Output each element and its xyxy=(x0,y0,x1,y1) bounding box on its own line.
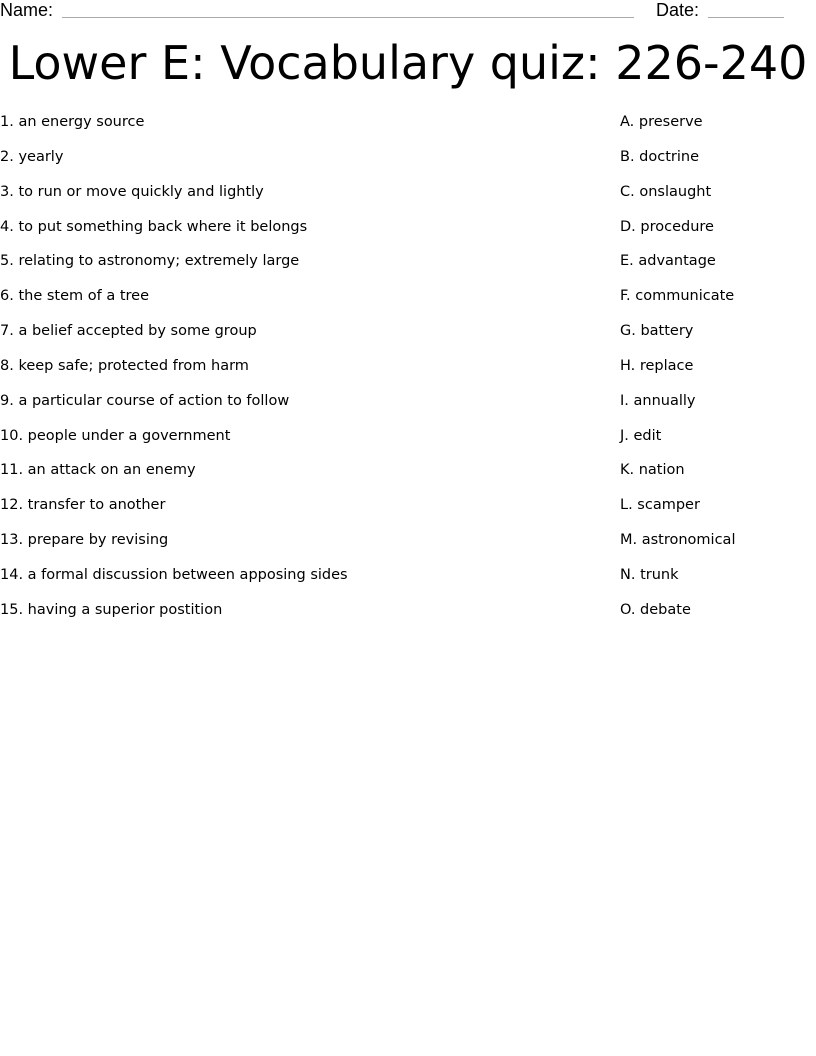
answer-list xyxy=(620,112,810,635)
clue-item: 11. an attack on an enemy xyxy=(0,462,196,479)
clue-item: 7. a belief accepted by some group xyxy=(0,323,257,340)
date-label: Date: xyxy=(656,0,700,20)
clue-item: 2. yearly xyxy=(0,148,64,165)
clue-item: 5. relating to astronomy; extremely large xyxy=(0,253,300,270)
answer-item: K. nation xyxy=(620,462,685,479)
answer-item: A. preserve xyxy=(620,114,703,130)
answer-item: J. edit xyxy=(620,427,662,444)
name-blank-line xyxy=(62,17,634,18)
answer-item: G. battery xyxy=(620,323,694,340)
clue-item: 13. prepare by revising xyxy=(0,532,169,549)
answer-item: B. doctrine xyxy=(620,148,699,165)
clue-list xyxy=(0,112,600,635)
worksheet-header xyxy=(0,0,816,22)
date-blank-line xyxy=(708,17,784,18)
answer-item: D. procedure xyxy=(620,218,714,235)
answer-item: O. debate xyxy=(620,601,691,618)
name-label: Name: xyxy=(0,0,54,20)
clue-item: 9. a particular course of action to follow xyxy=(0,392,290,409)
answer-item: M. astronomical xyxy=(620,532,736,549)
clue-item: 10. people under a government xyxy=(0,427,231,444)
answer-item: H. replace xyxy=(620,357,694,374)
answer-item: I. annually xyxy=(620,392,696,409)
answer-item: E. advantage xyxy=(620,253,716,270)
clue-item: 15. having a superior postition xyxy=(0,601,223,618)
answer-item: C. onslaught xyxy=(620,183,712,200)
answer-item: L. scamper xyxy=(620,497,700,514)
clue-item: 12. transfer to another xyxy=(0,497,166,514)
clue-item: 3. to run or move quickly and lightly xyxy=(0,183,264,200)
answer-item: F. communicate xyxy=(620,288,735,305)
clue-item: 1. an energy source xyxy=(0,114,145,130)
page-title: Lower E: Vocabulary quiz: 226-240 xyxy=(8,36,808,90)
clue-item: 14. a formal discussion between apposing sides xyxy=(0,566,348,583)
clue-item: 8. keep safe; protected from harm xyxy=(0,357,249,374)
answer-item: N. trunk xyxy=(620,566,679,583)
clue-item: 4. to put something back where it belongs xyxy=(0,218,308,235)
clue-item: 6. the stem of a tree xyxy=(0,288,149,305)
